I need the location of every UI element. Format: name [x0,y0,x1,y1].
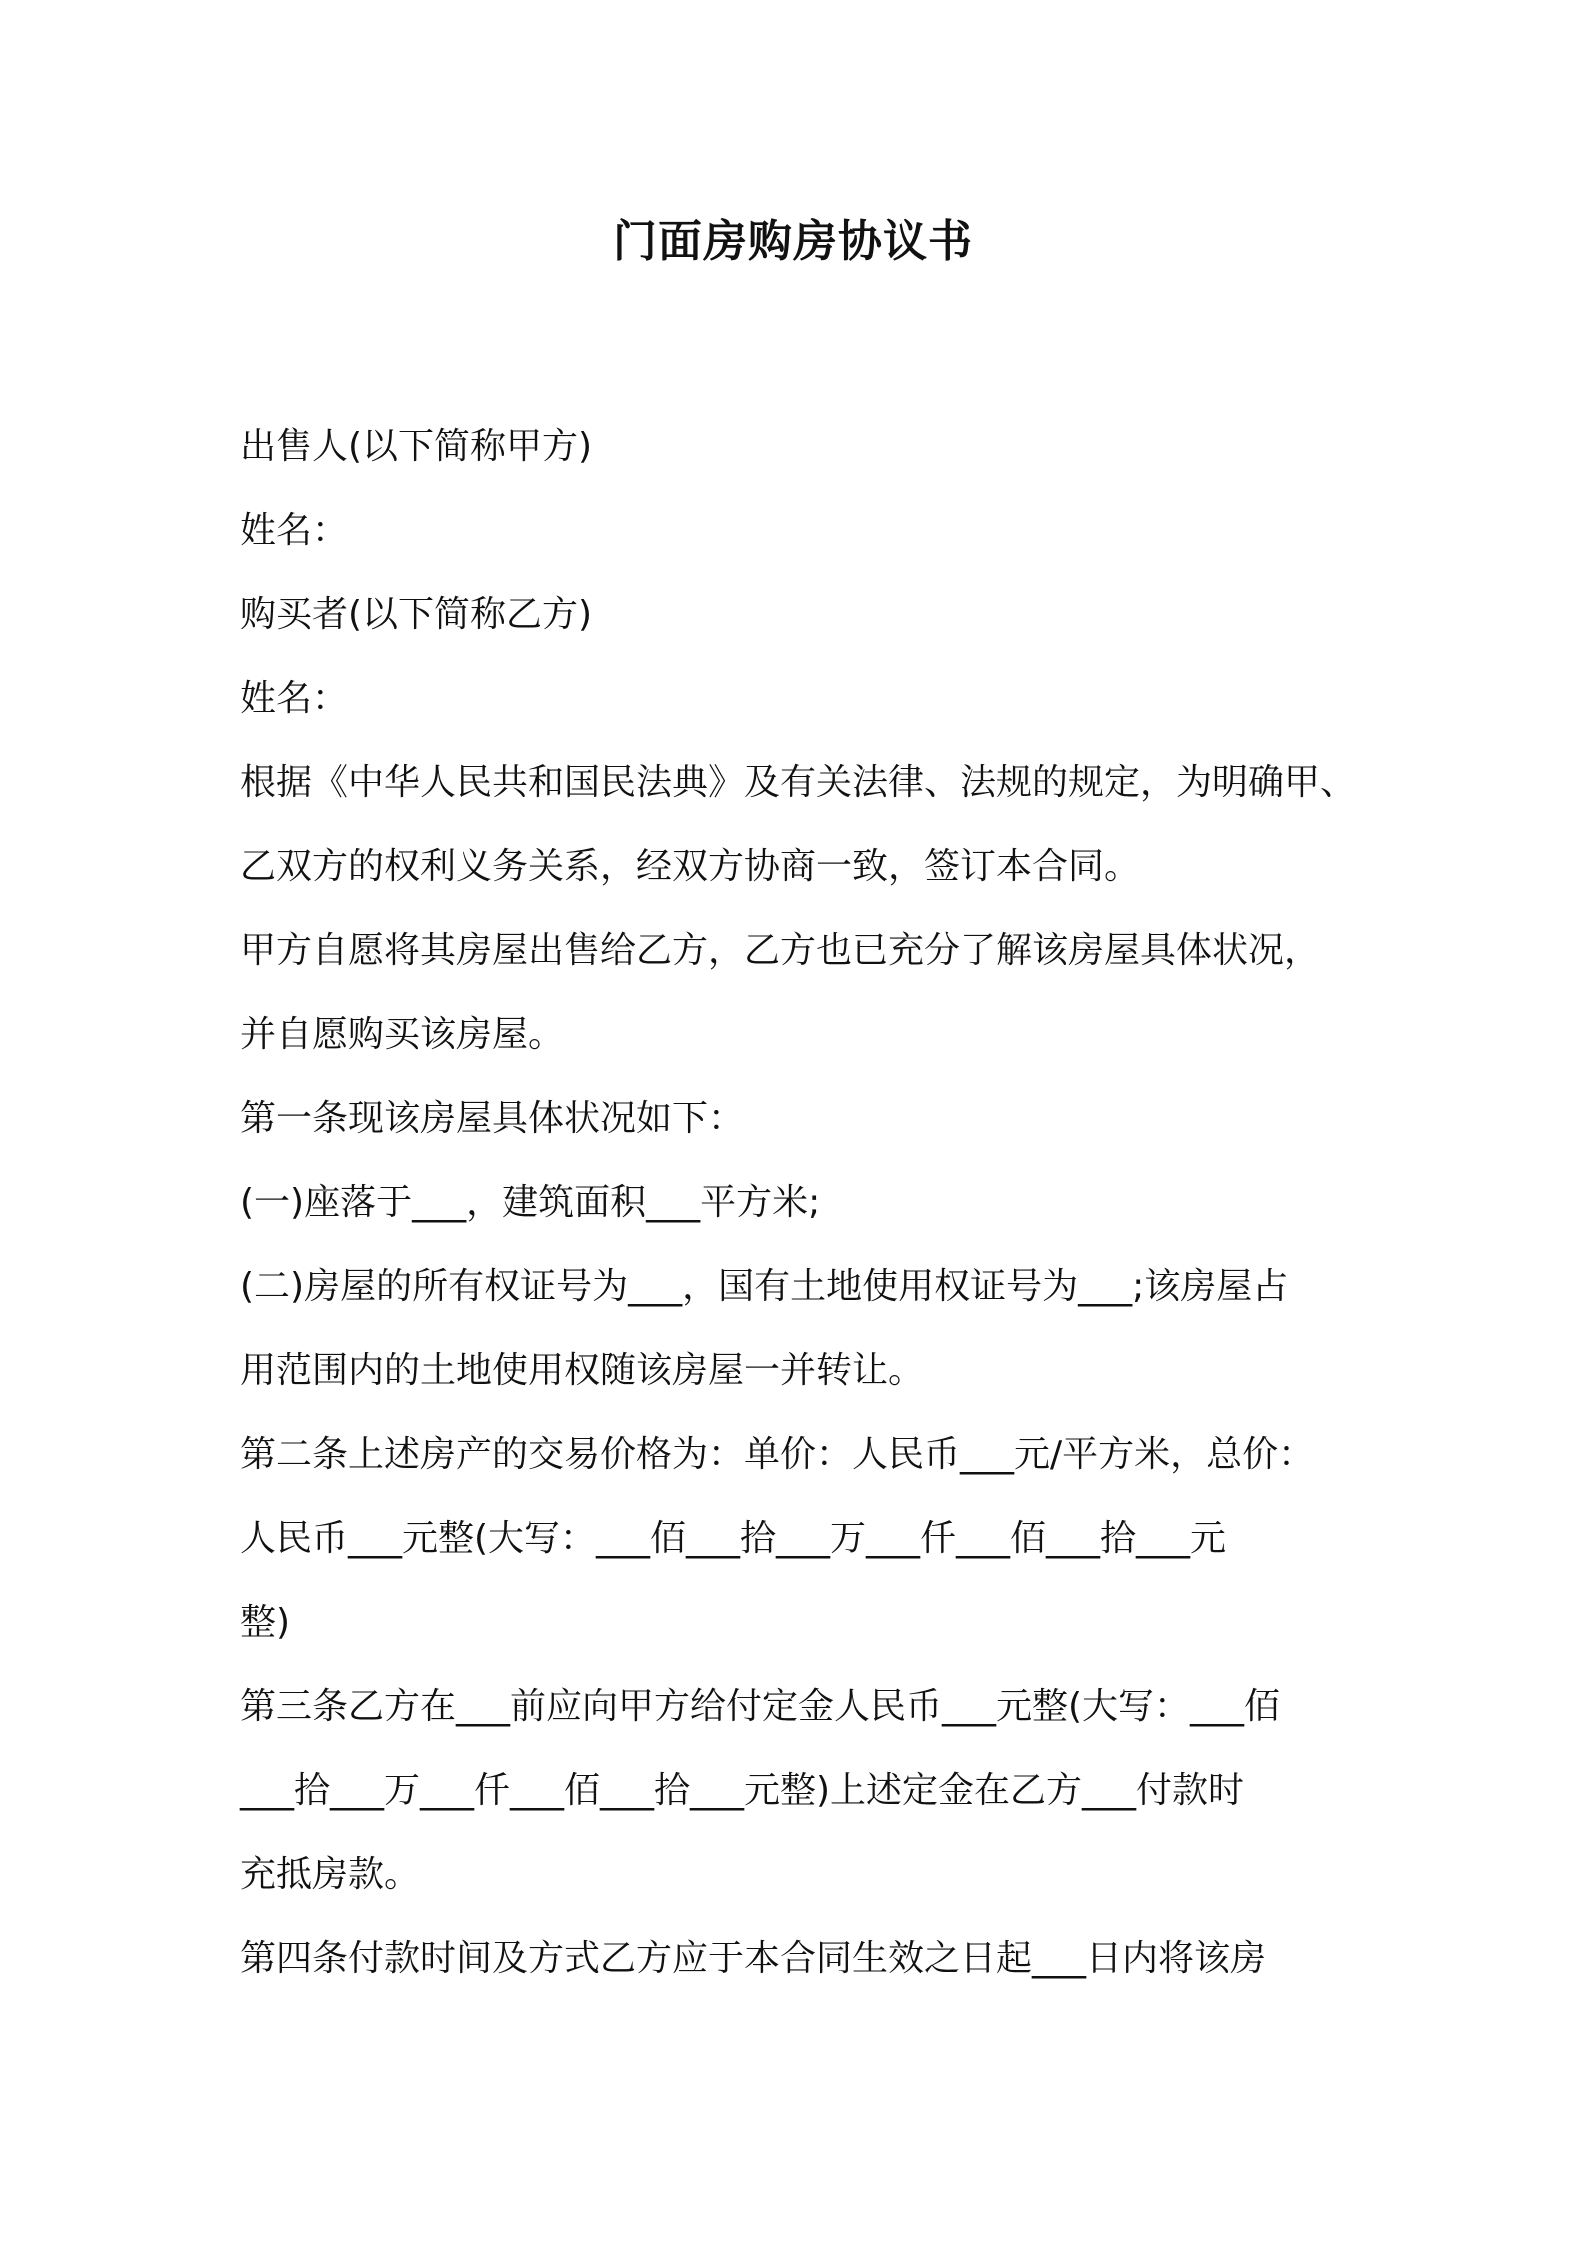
article-4-line-1: 第四条付款时间及方式乙方应于本合同生效之日起___日内将该房 [240,1938,1267,1979]
intent-line-2: 并自愿购买该房屋。 [240,1014,565,1055]
article-3-line-3: 充抵房款。 [240,1854,421,1895]
article-1-item-2-line-2: 用范围内的土地使用权随该房屋一并转让。 [240,1350,925,1391]
document-title: 门面房购房协议书 [613,216,973,267]
article-3-line-1: 第三条乙方在___前应向甲方给付定金人民币___元整(大写：___佰 [240,1686,1281,1727]
article-2-line-2: 人民币___元整(大写：___佰___拾___万___仟___佰___拾___元 [240,1518,1227,1559]
intent-line-1: 甲方自愿将其房屋出售给乙方，乙方也已充分了解该房屋具体状况， [240,930,1321,971]
buyer-heading: 购买者(以下简称乙方) [240,594,593,635]
article-1-heading: 第一条现该房屋具体状况如下： [240,1098,745,1139]
article-1-item-1: (一)座落于___，建筑面积___平方米; [240,1182,821,1223]
article-1-item-2-line-1: (二)房屋的所有权证号为___，国有土地使用权证号为___;该房屋占 [240,1266,1289,1307]
article-3-line-2: ___拾___万___仟___佰___拾___元整)上述定金在乙方___付款时 [240,1770,1245,1811]
article-2-line-1: 第二条上述房产的交易价格为：单价：人民币___元/平方米，总价： [240,1434,1315,1475]
document-body [240,405,1360,2001]
preamble-line-1: 根据《中华人民共和国民法典》及有关法律、法规的规定，为明确甲、 [240,762,1357,803]
seller-name-line: 姓名： [240,510,349,551]
seller-heading: 出售人(以下简称甲方) [240,426,593,467]
article-2-line-3: 整) [240,1602,291,1643]
buyer-name-line: 姓名： [240,678,349,719]
preamble-line-2: 乙双方的权利义务关系，经双方协商一致，签订本合同。 [240,846,1141,887]
